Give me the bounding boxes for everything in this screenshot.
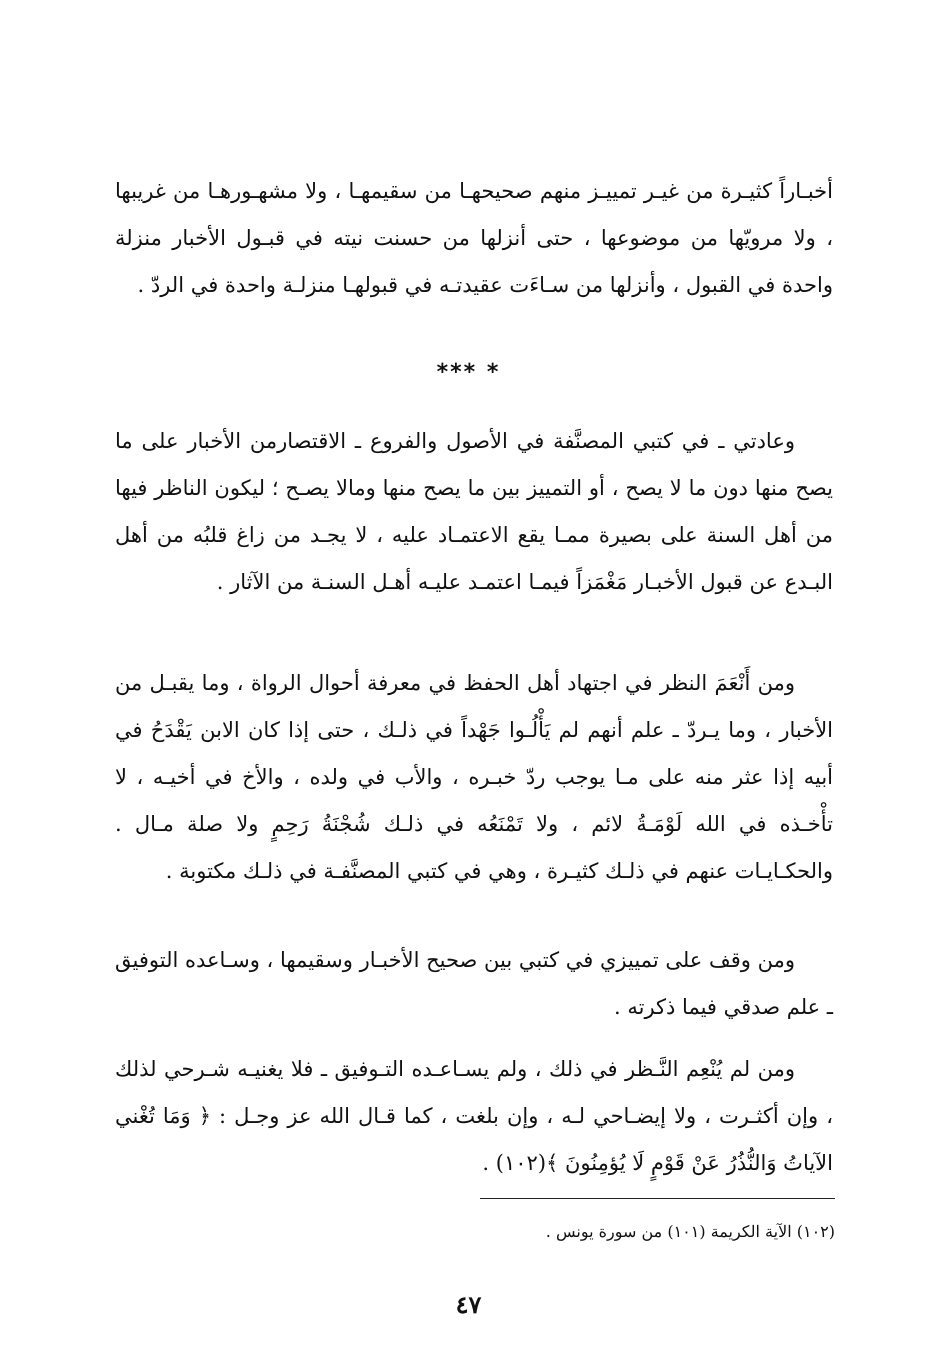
footnote: (١٠٢) الآية الكريمة (١٠١) من سورة يونس . <box>545 1222 835 1241</box>
section-separator: *** * <box>436 360 501 385</box>
intro-paragraph <box>115 168 833 309</box>
paragraph-custom-method <box>115 418 833 606</box>
page-number: ٤٧ <box>455 1290 482 1319</box>
paragraph-quran-quote <box>115 1046 833 1187</box>
paragraph-text: ومن أَنْعَمَ النظر في اجتهاد أهل الحفظ في معرفة أحوال الرواة ، وما يقبـل من الأخبار ، وما يـردّ ـ علم أنهم لم يَأْلُـوا جَهْداً في ذلـك ، حتى إذا كان الابن يَقْدَحُ في أبيه إذا عثر منه على مـا يوجب ردّ خبـره ، والأب في ولده ، والأخ في أخيـه ، لا تأْخـذه في الله لَوْمَـةُ لائم ، ولا تَمْنَعُه في ذلـك شُجْنَةُ رَحِمٍ ولا صلة مـال . والحكـايـات عنهم في ذلـك كثيـرة ، وهي في كتبي المصنَّفـة في ذلـك مكتوبة . <box>115 671 833 883</box>
paragraph-reader-success <box>115 937 833 1031</box>
paragraph-text: ومن وقف على تمييزي في كتبي بين صحيح الأخبـار وسقيمها ، وسـاعده التوفيق ـ علم صدقي فيما ذكرته . <box>115 948 833 1019</box>
paragraph-text: ومن لم يُنْعِم النَّـظر في ذلك ، ولم يسـاعـده التـوفيق ـ فلا يغنيـه شـرحي لذلك ، وإن أكثـرت ، ولا إيضـاحي لـه ، وإن بلغت ، كما قـال الله عز وجـل : ﴿ وَمَا تُغْني الآياتُ وَالنُّذُرُ عَنْ قَوْمٍ لَا يُؤمِنُونَ ﴾(١٠٢) . <box>115 1057 833 1175</box>
footnote-divider <box>480 1198 835 1199</box>
intro-paragraph-text: أخبـاراً كثيـرة من غيـر تمييـز منهم صحيحهـا من سقيمهـا ، ولا مشهـورهـا من غريبها ، ولا مرويّها من موضوعها ، حتى أنزلها من حسنت نيته في قبـول الأخبار منزلة واحدة في القبول ، وأنزلها من سـاءَت عقيدتـه في قبولهـا منزلـة واحدة في الردّ . <box>115 179 833 297</box>
paragraph-narrators-scrutiny <box>115 660 833 895</box>
paragraph-text: وعادتي ـ في كتبي المصنَّفة في الأصول والفروع ـ الاقتصارمن الأخبار على ما يصح منها دون ما لا يصح ، أو التمييز بين ما يصح منها ومالا يصـح ؛ ليكون الناظر فيها من أهل السنة على بصيرة ممـا يقع الاعتمـاد عليه ، لا يجـد من زاغ قلبُه من أهل البـدع عن قبول الأخبـار مَغْمَزاً فيمـا اعتمـد عليـه أهـل السنـة من الآثار . <box>115 429 833 594</box>
